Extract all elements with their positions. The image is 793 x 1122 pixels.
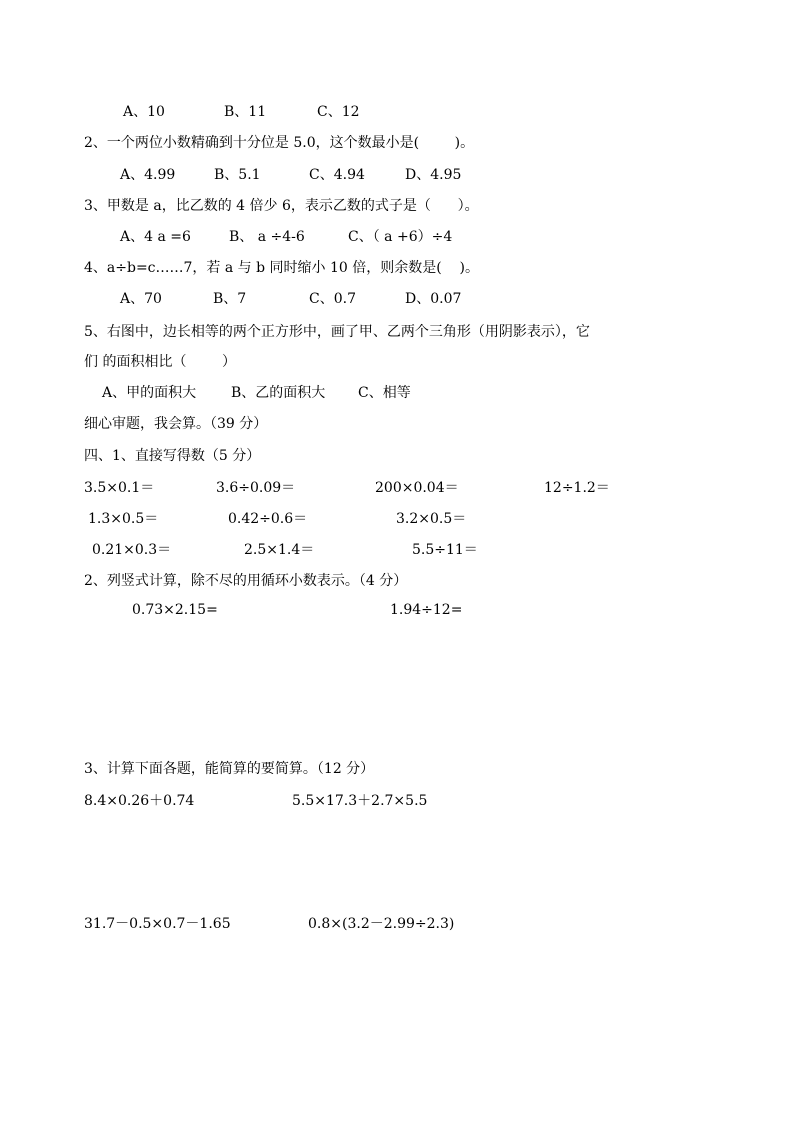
- q3-option-b: B、 a ÷4-6: [229, 229, 305, 245]
- q2-option-b: B、5.1: [214, 167, 261, 183]
- part3-item: 31.7－0.5×0.7－1.65: [84, 916, 231, 932]
- part2-item: 1.94÷12=: [390, 602, 463, 618]
- part3-item: 5.5×17.3＋2.7×5.5: [292, 793, 428, 809]
- part1-title: 四、1、直接写得数（5 分）: [84, 448, 261, 464]
- part1-item: 5.5÷11＝: [412, 542, 478, 558]
- part2-title: 2、列竖式计算，除不尽的用循环小数表示。（4 分）: [84, 573, 408, 589]
- q3-option-a: A、4 a =6: [120, 229, 191, 245]
- q2-option-d: D、4.95: [405, 167, 462, 183]
- q5-stem-line1: 5、右图中，边长相等的两个正方形中，画了甲、乙两个三角形（用阴影表示），它: [84, 324, 590, 340]
- q2-stem: 2、一个两位小数精确到十分位是 5.0，这个数最小是( )。: [84, 135, 475, 151]
- q4-option-c: C、0.7: [309, 291, 356, 307]
- q4-option-d: D、0.07: [405, 291, 462, 307]
- q5-option-a: A、甲的面积大: [102, 385, 197, 401]
- q4-option-a: A、70: [120, 291, 162, 307]
- q1-option-b: B、11: [224, 104, 267, 120]
- q2-option-a: A、4.99: [120, 167, 176, 183]
- part3-title: 3、计算下面各题，能简算的要简算。（12 分）: [84, 761, 375, 777]
- q5-option-b: B、乙的面积大: [231, 385, 326, 401]
- q4-option-b: B、7: [213, 291, 247, 307]
- q1-option-c: C、12: [317, 104, 360, 120]
- q5-option-c: C、相等: [358, 385, 411, 401]
- part1-item: 12÷1.2＝: [544, 480, 610, 496]
- part1-item: 1.3×0.5＝: [88, 511, 159, 527]
- part1-item: 200×0.04＝: [375, 480, 459, 496]
- part2-item: 0.73×2.15=: [132, 602, 218, 618]
- part1-item: 3.5×0.1＝: [84, 480, 155, 496]
- part1-item: 2.5×1.4＝: [244, 542, 315, 558]
- part3-item: 0.8×(3.2－2.99÷2.3): [308, 916, 455, 932]
- part1-item: 3.6÷0.09＝: [216, 480, 296, 496]
- part1-item: 0.42÷0.6＝: [228, 511, 308, 527]
- q5-stem-line2: 们 的面积相比（ ）: [84, 354, 237, 370]
- part3-item: 8.4×0.26＋0.74: [84, 793, 195, 809]
- q4-stem: 4、a÷b=c……7，若 a 与 b 同时缩小 10 倍，则余数是( )。: [84, 260, 479, 276]
- q3-option-c: C、（ a +6）÷4: [348, 229, 453, 245]
- q1-option-a: A、10: [123, 104, 165, 120]
- part1-item: 3.2×0.5＝: [396, 511, 467, 527]
- q2-option-c: C、4.94: [309, 167, 365, 183]
- section-title: 细心审题，我会算。（39 分）: [84, 416, 268, 432]
- q3-stem: 3、甲数是 a，比乙数的 4 倍少 6，表示乙数的式子是（ ）。: [84, 198, 479, 214]
- part1-item: 0.21×0.3＝: [92, 542, 172, 558]
